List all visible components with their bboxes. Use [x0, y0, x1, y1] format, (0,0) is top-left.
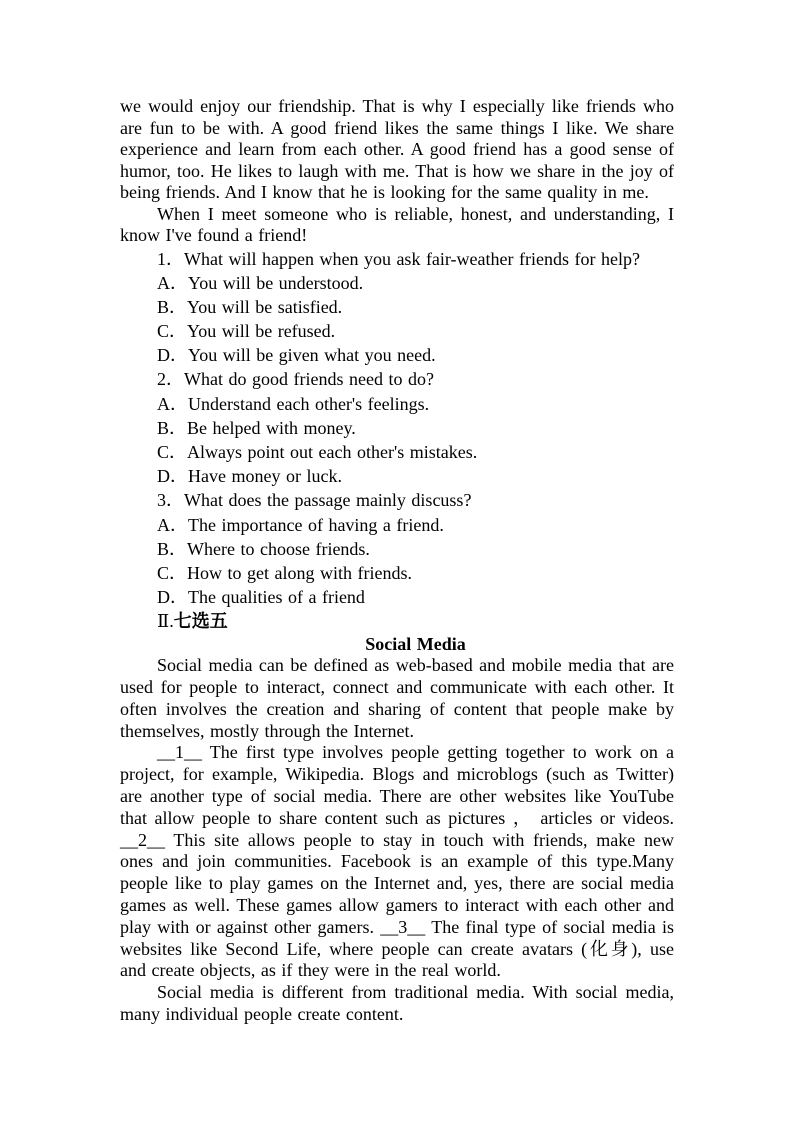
question-stem: 2．What do good friends need to do?	[157, 369, 434, 390]
passage-line: we would enjoy our friendship. That is why I especially like friends who	[120, 96, 674, 116]
paragraph-line: play with or against other gamers. __3__ The final type of social media is	[120, 916, 674, 937]
paragraph-line: games as well. These games allow gamers to interact with each other and	[120, 895, 674, 916]
paragraph-line: are another type of social media. There are other websites like YouTube	[120, 786, 674, 807]
paragraph-line: __2__ This site allows people to stay in touch with friends, make new	[120, 829, 674, 850]
section-number: Ⅱ.	[157, 611, 174, 632]
paragraph-line: people like to play games on the Internet and, yes, there are social media	[120, 873, 674, 894]
paragraph-line: themselves, mostly through the Internet.	[120, 720, 414, 741]
question-list	[120, 247, 674, 634]
answer-option: A．Understand each other's feelings.	[157, 393, 430, 414]
question-2	[120, 367, 674, 488]
answer-option: D．You will be given what you need.	[157, 345, 436, 366]
section-title: 七选五	[173, 611, 228, 632]
article-social-media	[120, 634, 674, 1026]
answer-option: C．Always point out each other's mistakes.	[157, 442, 478, 462]
paragraph-line: Social media can be defined as web-based and mobile media that are	[157, 655, 674, 676]
paragraph-line: and create objects, as if they were in the real world.	[120, 960, 501, 981]
passage-line: know I've found a friend!	[120, 225, 308, 245]
answer-option: B．Where to choose friends.	[157, 538, 370, 559]
article-title: Social Media	[365, 633, 466, 654]
paragraph-line: used for people to interact, connect and communicate with each other. It	[120, 677, 674, 698]
article-paragraph-3	[120, 982, 674, 1026]
question-stem: 1．What will happen when you ask fair-weather friends for help?	[157, 248, 640, 269]
paragraph-line: __1__ The first type involves people getting together to work on a	[157, 742, 674, 763]
passage-line: When I meet someone who is reliable, honest, and understanding, I	[157, 203, 674, 224]
answer-option: C．You will be refused.	[157, 321, 336, 342]
answer-option: A．The importance of having a friend.	[157, 514, 444, 535]
section-heading	[120, 609, 674, 633]
answer-option: A．You will be understood.	[157, 272, 364, 293]
passage-line: are fun to be with. A good friend likes the same things I like. We share	[120, 117, 674, 138]
paragraph-line: ones and join communities. Facebook is an example of this type.Many	[120, 851, 674, 872]
paragraph-line: that allow people to share content such as pictures ， articles or videos.	[120, 807, 674, 828]
reading-passage-conclusion	[120, 204, 674, 247]
question-3	[120, 488, 674, 609]
answer-option: B．Be helped with money.	[157, 417, 356, 438]
question-stem: 3．What does the passage mainly discuss?	[157, 490, 472, 511]
answer-option: D．Have money or luck.	[157, 466, 342, 487]
paragraph-line: many individual people create content.	[120, 1004, 404, 1025]
passage-line: humor, too. He likes to laugh with me. That is how we share in the joy of	[120, 160, 674, 181]
article-paragraph-1	[120, 655, 674, 742]
paragraph-line: websites like Second Life, where people can create avatars (化身), use	[120, 938, 674, 959]
question-1	[120, 247, 674, 368]
answer-option: D．The qualities of a friend	[157, 587, 365, 608]
passage-line: experience and learn from each other. A good friend has a good sense of	[120, 139, 674, 159]
answer-option: C．How to get along with friends.	[157, 562, 412, 583]
passage-line: being friends. And I know that he is looking for the same quality in me.	[120, 182, 649, 202]
paragraph-line: Social media is different from traditional media. With social media,	[157, 982, 674, 1003]
article-paragraph-2	[120, 742, 674, 982]
paragraph-line: project, for example, Wikipedia. Blogs and microblogs (such as Twitter)	[120, 764, 674, 785]
answer-option: B．You will be satisfied.	[157, 296, 343, 317]
paragraph-line: often involves the creation and sharing of content that people make by	[120, 698, 674, 719]
text-column	[120, 96, 674, 1026]
reading-passage-ending	[120, 96, 674, 204]
